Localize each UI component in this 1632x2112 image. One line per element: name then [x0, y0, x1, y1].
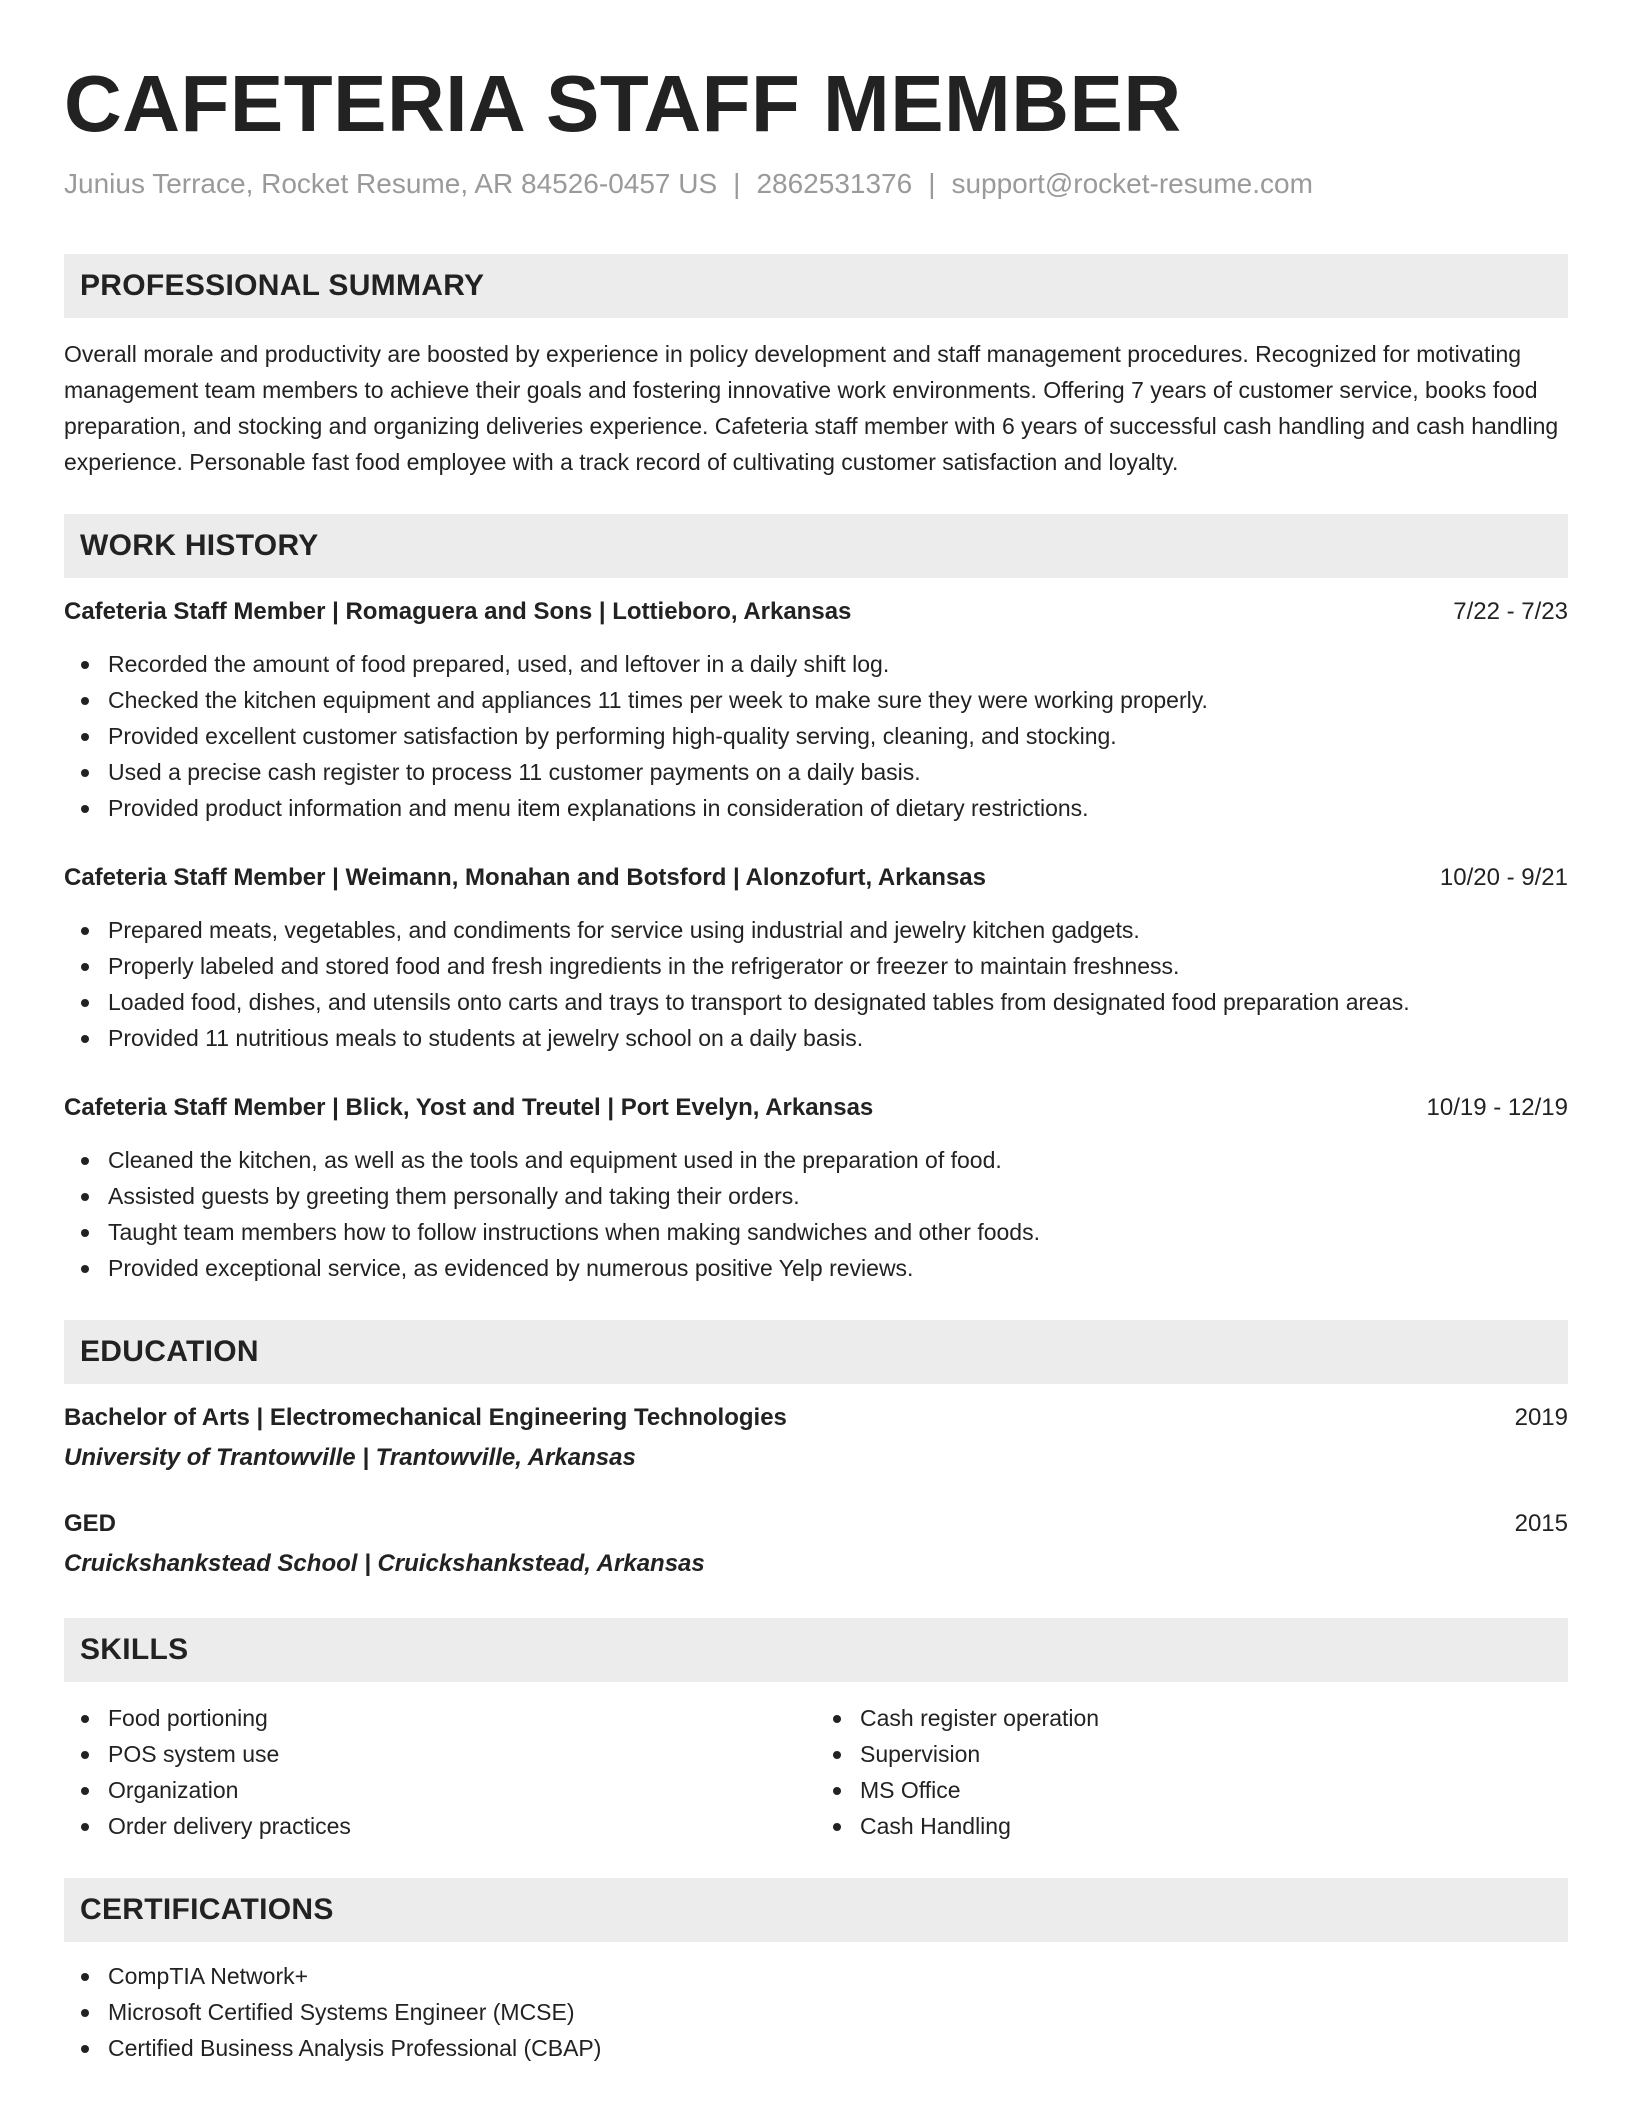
list-item: Used a precise cash register to process 11 customer payments on a daily basis.: [64, 754, 1568, 790]
section-header-skills: SKILLS: [64, 1618, 1568, 1682]
job-entry: [64, 1090, 1568, 1286]
list-item: Properly labeled and stored food and fresh ingredients in the refrigerator or freezer to maintain freshness.: [64, 948, 1568, 984]
education-degree: Bachelor of Arts | Electromechanical Engineering Technologies: [64, 1404, 787, 1431]
list-item: Provided 11 nutritious meals to students at jewelry school on a daily basis.: [64, 1020, 1568, 1056]
contact-email: support@rocket-resume.com: [951, 168, 1313, 199]
list-item: POS system use: [64, 1736, 816, 1772]
section-header-summary: PROFESSIONAL SUMMARY: [64, 254, 1568, 318]
list-item: Cleaned the kitchen, as well as the tools and equipment used in the preparation of food.: [64, 1142, 1568, 1178]
job-title: Cafeteria Staff Member | Blick, Yost and Treutel | Port Evelyn, Arkansas: [64, 1094, 874, 1121]
list-item: Checked the kitchen equipment and appliances 11 times per week to make sure they were working properly.: [64, 682, 1568, 718]
list-item: Assisted guests by greeting them personally and taking their orders.: [64, 1178, 1568, 1214]
resume-name: CAFETERIA STAFF MEMBER: [64, 59, 1182, 148]
list-item: Certified Business Analysis Professional (CBAP): [64, 2030, 1568, 2066]
section-header-certifications: CERTIFICATIONS: [64, 1878, 1568, 1942]
job-header: [64, 1090, 1568, 1126]
list-item: CompTIA Network+: [64, 1958, 1568, 1994]
list-item: Provided exceptional service, as evidenced by numerous positive Yelp reviews.: [64, 1250, 1568, 1286]
job-bullets: [64, 912, 1568, 1056]
contact-phone: 2862531376: [756, 168, 913, 199]
list-item: Prepared meats, vegetables, and condiments for service using industrial and jewelry kitchen gadgets.: [64, 912, 1568, 948]
list-item: Microsoft Certified Systems Engineer (MCSE): [64, 1994, 1568, 2030]
job-entry: [64, 594, 1568, 826]
job-header: [64, 594, 1568, 630]
list-item: MS Office: [816, 1772, 1568, 1808]
certifications-list: [64, 1958, 1568, 2066]
list-item: Supervision: [816, 1736, 1568, 1772]
summary-text: Overall morale and productivity are boosted by experience in policy development and staff management procedures. Recognized for motivating management team members to achieve their goals and fostering innovative work environments. Offering 7 years of customer service, books food preparation, and stocking and organizing deliveries experience. Cafeteria staff member with 6 years of successful cash handling and cash handling experience. Personable fast food employee with a track record of cultivating customer satisfaction and loyalty.: [64, 341, 1559, 475]
contact-address: Junius Terrace, Rocket Resume, AR 84526-0457 US: [64, 168, 718, 199]
section-header-education: EDUCATION: [64, 1320, 1568, 1384]
job-title: Cafeteria Staff Member | Weimann, Monahan and Botsford | Alonzofurt, Arkansas: [64, 864, 986, 891]
list-item: Taught team members how to follow instructions when making sandwiches and other foods.: [64, 1214, 1568, 1250]
list-item: Order delivery practices: [64, 1808, 816, 1844]
education-year: 2015: [1514, 1510, 1568, 1537]
education-school: University of Trantowville | Trantowville, Arkansas: [64, 1444, 636, 1471]
list-item: Organization: [64, 1772, 816, 1808]
education-entry: [64, 1400, 1568, 1476]
job-header: [64, 860, 1568, 896]
education-year: 2019: [1514, 1404, 1568, 1431]
job-title: Cafeteria Staff Member | Romaguera and Sons | Lottieboro, Arkansas: [64, 598, 852, 625]
job-bullets: [64, 646, 1568, 826]
skills-column-left: [64, 1700, 816, 1844]
list-item: Cash register operation: [816, 1700, 1568, 1736]
section-header-work-history: WORK HISTORY: [64, 514, 1568, 578]
skills-grid: [64, 1700, 1568, 1844]
education-degree: GED: [64, 1510, 117, 1537]
skills-column-right: [816, 1700, 1568, 1844]
job-bullets: [64, 1142, 1568, 1286]
education-header: [64, 1506, 1568, 1542]
job-dates: 7/22 - 7/23: [1453, 598, 1568, 625]
list-item: Food portioning: [64, 1700, 816, 1736]
contact-separator: |: [928, 168, 936, 199]
education-entry: [64, 1506, 1568, 1582]
list-item: Loaded food, dishes, and utensils onto carts and trays to transport to designated tables from designated food preparation areas.: [64, 984, 1568, 1020]
list-item: Cash Handling: [816, 1808, 1568, 1844]
job-dates: 10/19 - 12/19: [1426, 1094, 1568, 1121]
job-entry: [64, 860, 1568, 1056]
contact-separator: |: [733, 168, 741, 199]
list-item: Provided product information and menu item explanations in consideration of dietary restrictions.: [64, 790, 1568, 826]
contact-line: [64, 166, 1568, 202]
list-item: Provided excellent customer satisfaction by performing high-quality serving, cleaning, and stocking.: [64, 718, 1568, 754]
job-dates: 10/20 - 9/21: [1439, 864, 1568, 891]
education-school: Cruickshankstead School | Cruickshankstead, Arkansas: [64, 1550, 705, 1577]
education-header: [64, 1400, 1568, 1436]
list-item: Recorded the amount of food prepared, used, and leftover in a daily shift log.: [64, 646, 1568, 682]
